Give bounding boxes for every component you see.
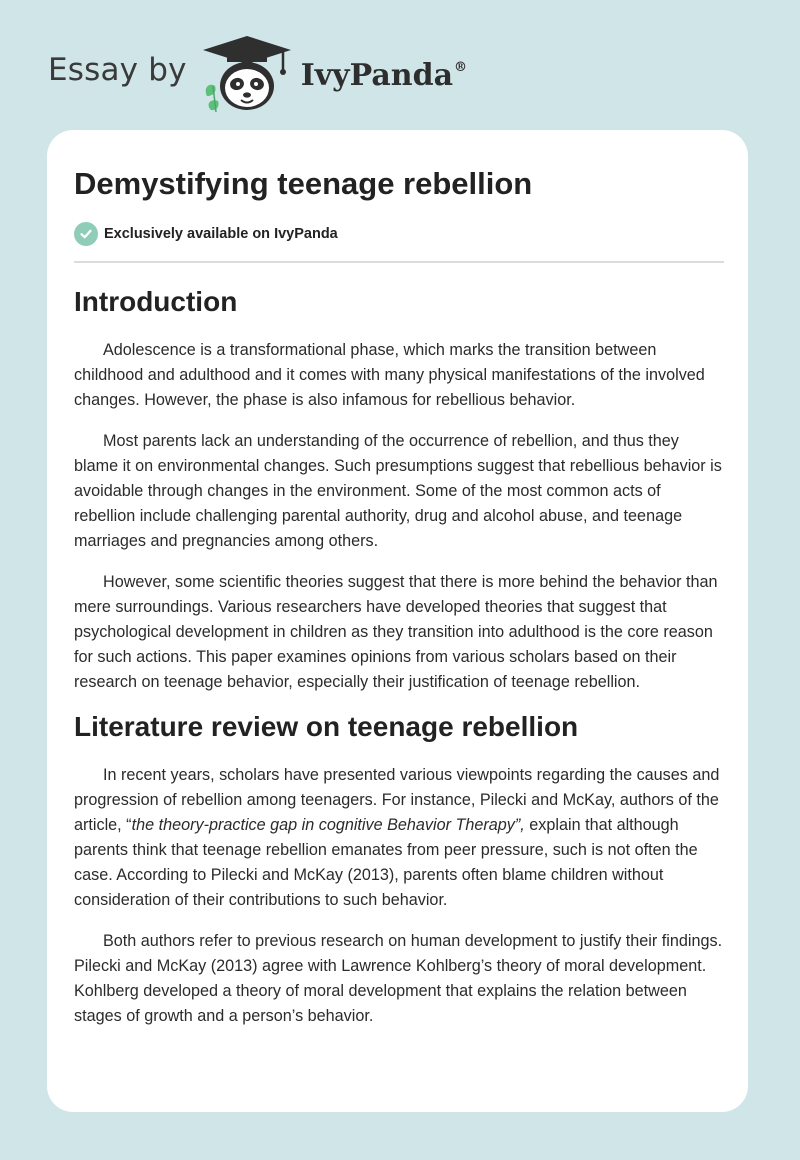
literature-p1-text-start: In recent years, scholars have presented various viewpoints regarding the causes and progression of rebellion among teenagers. For instance, Pilecki and McKay, authors of the article, “: [74, 766, 720, 834]
intro-paragraph-2: Most parents lack an understanding of the occurrence of rebellion, and thus they blame it on environmental changes. Such presumptions suggest that rebellious behavior is avoidable through changes in the environment. Some of the most common acts of rebellion include challenging parental authority, drug and alcohol abuse, and teenage marriages and pregnancies among others.: [74, 432, 722, 550]
article-title-citation: the theory-practice gap in cognitive Behavior Therapy”,: [131, 816, 525, 834]
checkmark-icon: [74, 222, 98, 246]
brand-name-text: IvyPanda: [300, 57, 454, 93]
section-heading-introduction: Introduction: [74, 286, 238, 317]
title-divider: [74, 261, 724, 263]
exclusive-badge-label: Exclusively available on IvyPanda: [104, 226, 338, 242]
literature-paragraph-2: Both authors refer to previous research on human development to justify their findings. Pilecki and McKay (2013) agree with Lawrence Kohlberg’s theory of moral development. Kohlberg developed a theory of moral development that explains the relation between stages of growth and a person’s behavior.: [74, 932, 723, 1025]
trademark-symbol: ®: [454, 59, 468, 75]
literature-paragraph-1: [74, 763, 724, 913]
intro-paragraph-1: Adolescence is a transformational phase, which marks the transition between childhood and adulthood and it comes with many physical manifestations of the involved changes. However, the phase is also infamous for rebellious behavior.: [74, 341, 705, 409]
essay-body: [74, 280, 724, 1045]
brand-name[interactable]: [301, 58, 467, 93]
exclusive-badge: [74, 222, 338, 246]
literature-p1-text-end: explain that although parents think that teenage rebellion emanates from peer pressure, such is not often the case. According to Pilecki and McKay (2013), parents often blame children without consideration of their contributions to such behavior.: [74, 816, 698, 909]
essay-by-label: Essay by: [48, 52, 187, 88]
essay-card: [47, 130, 748, 1112]
intro-paragraph-3: However, some scientific theories suggest that there is more behind the behavior than mere surroundings. Various researchers have developed theories that suggest that psychological development in children as they transition into adulthood is the core reason for such actions. This paper examines opinions from various scholars based on their research on teenage behavior, especially their justification of teenage rebellion.: [74, 573, 718, 691]
site-header: [48, 34, 467, 114]
essay-title: Demystifying teenage rebellion: [74, 166, 533, 201]
panda-logo-icon[interactable]: [201, 34, 293, 114]
section-heading-literature-review: Literature review on teenage rebellion: [74, 711, 579, 742]
